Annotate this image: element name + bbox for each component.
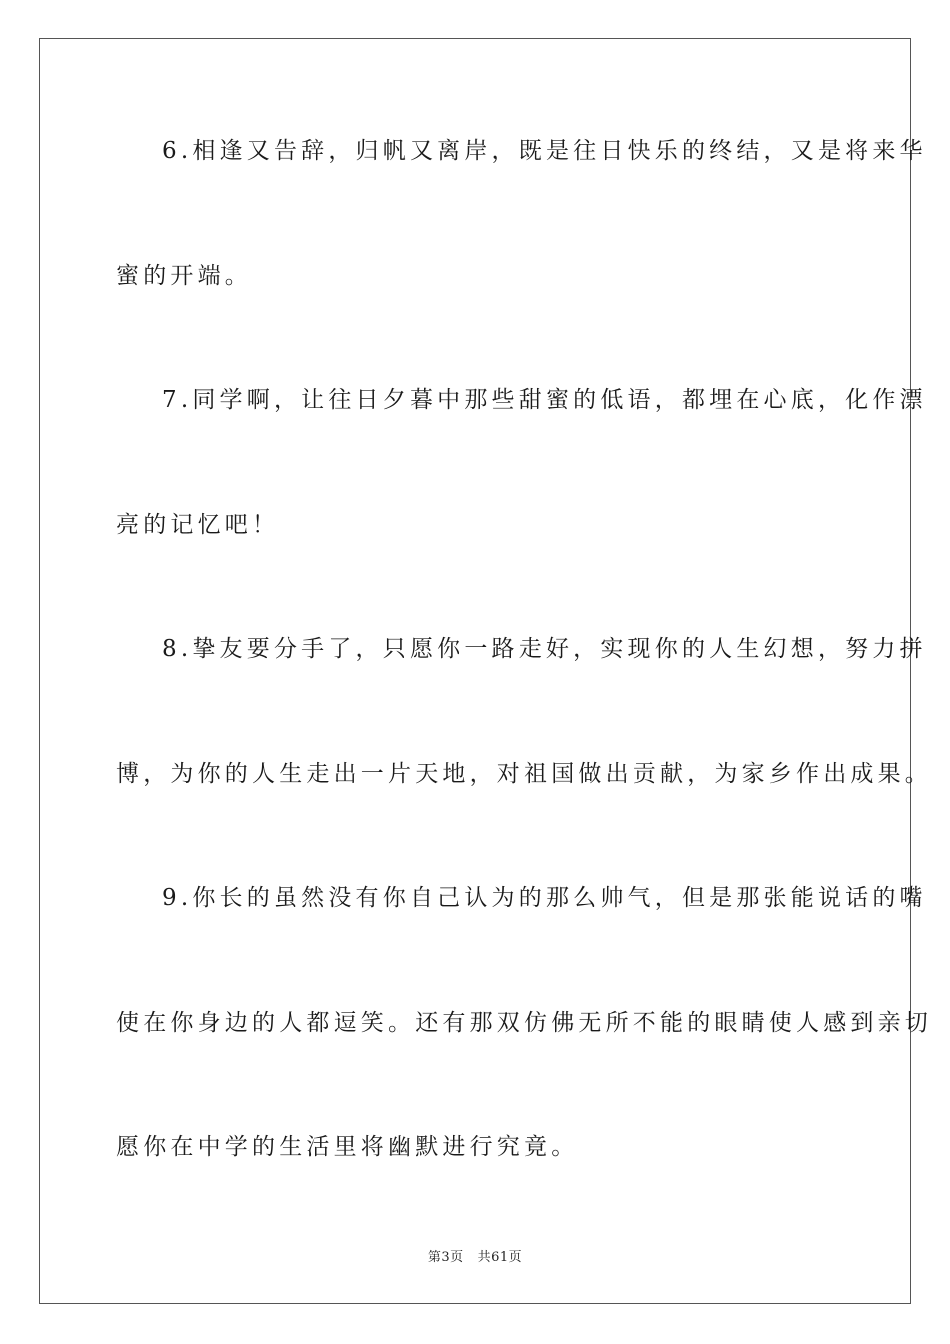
page-border bbox=[39, 38, 932, 1304]
paragraph-7-line-1: 7.同学啊，让往日夕暮中那些甜蜜的低语，都埋在心底，化作漂 bbox=[162, 387, 927, 413]
paragraph-8-line-1: 8.挚友要分手了，只愿你一路走好，实现你的人生幻想，努力拼 bbox=[162, 636, 927, 662]
paragraph-6-line-2: 蜜的开端。 bbox=[116, 263, 252, 289]
paragraph-9-line-1: 9.你长的虽然没有你自己认为的那么帅气，但是那张能说话的嘴 bbox=[162, 885, 927, 911]
paragraph-7-line-2: 亮的记忆吧！ bbox=[116, 512, 280, 538]
paragraph-9-line-2: 使在你身边的人都逗笑。还有那双仿佛无所不能的眼睛使人感到亲切 bbox=[116, 1010, 932, 1036]
paragraph-8-line-2: 博，为你的人生走出一片天地，对祖国做出贡献，为家乡作出成果。 bbox=[116, 761, 932, 787]
page-total: 共61页 bbox=[477, 1250, 523, 1265]
page-number: 第3页 bbox=[427, 1250, 464, 1265]
paragraph-6-line-1: 6.相逢又告辞，归帆又离岸，既是往日快乐的终结，又是将来华 bbox=[162, 138, 927, 164]
page-footer bbox=[0, 1246, 950, 1265]
paragraph-9-line-3: 愿你在中学的生活里将幽默进行究竟。 bbox=[116, 1134, 579, 1160]
